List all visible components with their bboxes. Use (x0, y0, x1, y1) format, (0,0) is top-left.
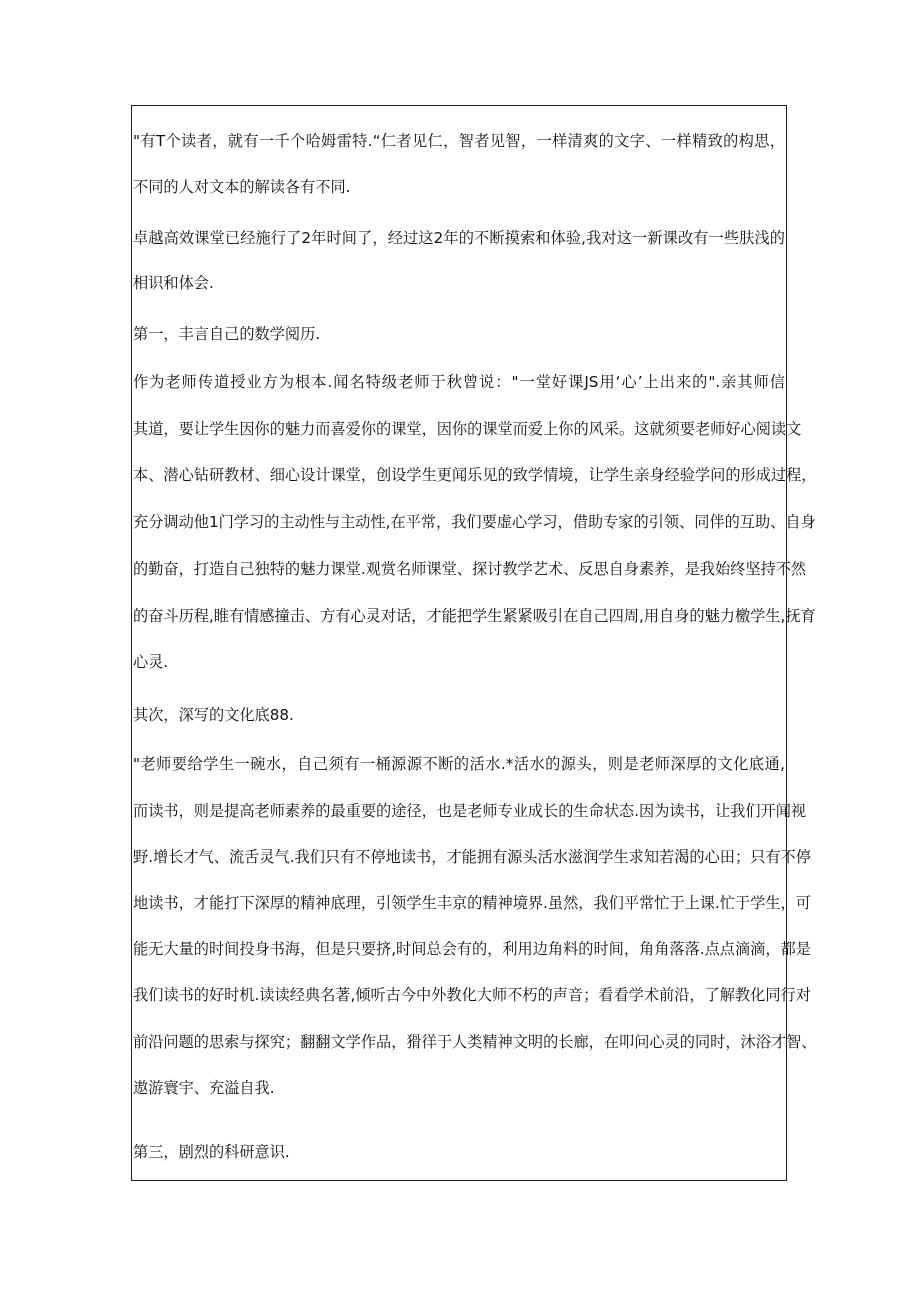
section-heading: 第一，丰言自己的数学阅历. (133, 325, 321, 343)
text-line: "有T个读者，就有一千个哈姆雷特.“仁者见仁，智者见智，一样清爽的文字、一样精致的构思， (133, 132, 785, 150)
text-line: 充分调动他1门学习的主动性与主动性,在平常，我们要虚心学习，借助专家的引领、同伴的互助、自身 (133, 513, 816, 531)
text-line: 不同的人对文本的解读各有不同. (133, 178, 351, 196)
text-line: "老师要给学生一碗水，自己须有一桶源源不断的活水.*活水的源头，则是老师深厚的文化底通, (133, 755, 785, 773)
text-line: 作为老师传道授业方为根本.闻名特级老师于秋曾说："一堂好课JS用‘心’上出来的".亲其师信 (133, 373, 785, 391)
text-line: 心灵. (133, 653, 169, 671)
text-line: 卓越高效课堂已经施行了2年时间了，经过这2年的不断摸索和体验,我对这一新课改有一些肤浅的 (133, 229, 785, 247)
text-line: 的奋斗历程,睢有情感撞击、方有心灵对话，才能把学生紧紧吸引在自己四周,用自身的魅力檄学生,抚育 (133, 607, 816, 625)
text-line: 而读书，则是提高老师素养的最重要的途径，也是老师专业成长的生命状态.因为读书，让我们开闻视 (133, 802, 807, 820)
text-line: 本、潜心钻研教材、细心设计课堂，创设学生更闻乐见的致学情境，让学生亲身经验学问的形成过程， (133, 466, 817, 484)
document-frame (131, 105, 817, 1181)
text-line: 遨游寰宇、充溢自我. (133, 1079, 275, 1097)
text-line: 前沿问题的思索与探究；翻翻文学作品，猾徉于人类精神文明的长廊，在叩问心灵的同时，沐浴才智、 (133, 1033, 817, 1051)
text-line: 我们读书的好时机.读读经典名著,倾听古今中外教化大师不朽的声音；看看学术前沿，了解教化同行对 (133, 986, 811, 1004)
text-line: 野.增长才气、流舌灵气.我们只有不停地读书，才能拥有源头活水滋润学生求知若渴的心田；只有不停 (133, 848, 811, 866)
section-heading: 第三，剧烈的科研意识. (133, 1143, 290, 1161)
text-line: 的勤奋，打造自己独特的魅力课堂.观赏名师课堂、探讨教学艺术、反思自身素养，是我始终坚持不然 (133, 560, 807, 578)
text-line: 相识和体会. (133, 274, 214, 292)
text-line: 能无大量的时间投身书海，但是只要挤,时间总会有的，利用边角料的时间，角角落落.点点滴滴，都是 (133, 940, 811, 958)
text-line: 其道，要让学生因你的魅力而喜爱你的课堂，因你的课堂而爱上你的风采。这就须要老师好心阅读文 (133, 420, 802, 438)
text-line: 地读书，才能打下深厚的精神底理，引领学生丰京的精神境界.虽然，我们平常忙于上课.忙于学生，可 (133, 894, 811, 912)
section-heading: 其次，深写的文化底88. (133, 706, 294, 724)
